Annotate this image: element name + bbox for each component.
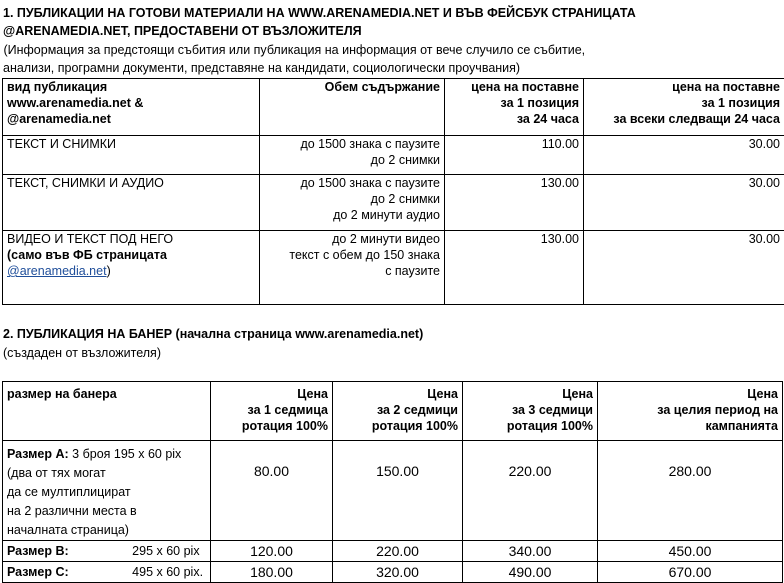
section1-title-line2: @ARENAMEDIA.NET, ПРЕДОСТАВЕНИ ОТ ВЪЗЛОЖИТЕЛЯ: [3, 24, 362, 38]
table-row: [3, 541, 783, 562]
price-cell: [463, 562, 598, 583]
header-text: ротация 100%: [467, 418, 593, 434]
row-type: [3, 136, 260, 175]
volume-text: с паузите: [264, 263, 440, 279]
header-publication-type: [3, 79, 260, 136]
volume-text: до 2 снимки: [264, 191, 440, 207]
size-value: 295 х 60 pix: [132, 544, 199, 558]
row-volume: [260, 136, 445, 175]
size-note: да се мултиплицират: [7, 483, 206, 502]
price-text: 130.00: [541, 176, 579, 190]
row-type: [3, 231, 260, 305]
header-text: www.arenamedia.net &: [7, 95, 255, 111]
table-row: [3, 231, 784, 305]
banner-size-cell: [3, 541, 211, 562]
header-text: за 1 позиция: [588, 95, 780, 111]
price-text: 30.00: [749, 137, 780, 151]
header-text: Обем съдържание: [264, 79, 440, 95]
header-text: Цена: [337, 386, 458, 402]
table-row: [3, 441, 783, 541]
table-row: [3, 175, 784, 231]
volume-text: до 2 минути видео: [264, 231, 440, 247]
price-text: 220.00: [509, 463, 552, 479]
price-cell: [211, 562, 333, 583]
header-text: @arenamedia.net: [7, 111, 255, 127]
volume-text: до 1500 знака с паузите: [264, 175, 440, 191]
size-note: (два от тях могат: [7, 464, 206, 483]
price-cell: [211, 541, 333, 562]
price-text: 180.00: [250, 564, 293, 580]
header-text: ротация 100%: [215, 418, 328, 434]
volume-text: до 2 минути аудио: [264, 207, 440, 223]
volume-text: текст с обем до 150 знака: [264, 247, 440, 263]
header-text: за 2 седмици: [337, 402, 458, 418]
header-price-next: [584, 79, 784, 136]
price-text: 80.00: [254, 463, 289, 479]
row-price-24h: [445, 231, 584, 305]
price-text: 450.00: [669, 543, 712, 559]
type-text: ТЕКСТ И СНИМКИ: [7, 136, 255, 152]
volume-text: до 1500 знака с паузите: [264, 136, 440, 152]
table-header-row: [3, 382, 783, 441]
price-text: 150.00: [376, 463, 419, 479]
header-price-24h: [445, 79, 584, 136]
price-cell: [463, 541, 598, 562]
type-text: ВИДЕО И ТЕКСТ ПОД НЕГО: [7, 231, 255, 247]
volume-text: до 2 снимки: [264, 152, 440, 168]
price-cell: [598, 541, 783, 562]
header-text: вид публикация: [7, 79, 255, 95]
section1-note-line1: (Информация за предстоящи събития или публикация на информация от вече случило се събитие,: [0, 43, 585, 57]
row-price-next: [584, 231, 784, 305]
price-text: 110.00: [542, 137, 579, 151]
header-text: цена на поставне: [449, 79, 579, 95]
header-text: Цена: [215, 386, 328, 402]
size-note: началната страница): [7, 521, 206, 540]
banner-table: [2, 381, 783, 583]
header-text: Цена: [602, 386, 778, 402]
section1-title-line1: 1. ПУБЛИКАЦИИ НА ГОТОВИ МАТЕРИАЛИ НА WWW.ARENAMEDIA.NET И ВЪВ ФЕЙСБУК СТРАНИЦАТА: [3, 6, 636, 20]
row-price-24h: [445, 175, 584, 231]
price-text: 670.00: [669, 564, 712, 580]
header-text: за 3 седмици: [467, 402, 593, 418]
header-text: размер на банера: [7, 387, 117, 401]
size-note: на 2 различни места в: [7, 502, 206, 521]
price-cell: [463, 441, 598, 541]
section1-note-line2: анализи, програмни документи, представяне на кандидати, социологически проучвания): [3, 61, 520, 75]
row-price-24h: [445, 136, 584, 175]
header-text: за 24 часа: [449, 111, 579, 127]
price-cell: [211, 441, 333, 541]
price-text: 30.00: [749, 176, 780, 190]
price-cell: [333, 541, 463, 562]
row-volume: [260, 175, 445, 231]
header-text: ротация 100%: [337, 418, 458, 434]
row-type: [3, 175, 260, 231]
size-label: Размер С:: [7, 565, 69, 579]
size-label: Размер А:: [7, 447, 69, 461]
table-row: [3, 136, 784, 175]
price-text: 340.00: [509, 543, 552, 559]
header-banner-size: [3, 382, 211, 441]
price-text: 490.00: [509, 564, 552, 580]
price-text: 120.00: [250, 543, 293, 559]
header-text: за всеки следващи 24 часа: [588, 111, 780, 127]
facebook-page-link[interactable]: @arenamedia.net: [7, 264, 107, 278]
price-text: 280.00: [669, 463, 712, 479]
type-text: ТЕКСТ, СНИМКИ И АУДИО: [7, 175, 255, 191]
header-3-weeks: [463, 382, 598, 441]
price-text: 30.00: [749, 232, 780, 246]
banner-size-cell: [3, 562, 211, 583]
row-price-next: [584, 175, 784, 231]
table-header-row: [3, 79, 784, 136]
size-value: 3 броя 195 х 60 pix: [69, 447, 182, 461]
price-cell: [333, 562, 463, 583]
section2-note: (създаден от възложителя): [3, 346, 161, 360]
type-text: ): [107, 264, 111, 278]
table-row: [3, 562, 783, 583]
header-text: за 1 седмица: [215, 402, 328, 418]
banner-size-cell: [3, 441, 211, 541]
price-text: 220.00: [376, 543, 419, 559]
header-text: цена на поставне: [588, 79, 780, 95]
price-cell: [333, 441, 463, 541]
header-text: за целия период на: [602, 402, 778, 418]
size-value: 495 х 60 pix.: [132, 565, 203, 579]
row-price-next: [584, 136, 784, 175]
row-volume: [260, 231, 445, 305]
price-cell: [598, 441, 783, 541]
size-label: Размер В:: [7, 544, 69, 558]
header-text: за 1 позиция: [449, 95, 579, 111]
section2-title: 2. ПУБЛИКАЦИЯ НА БАНЕР (начална страница www.arenamedia.net): [3, 327, 423, 341]
header-full-campaign: [598, 382, 783, 441]
header-text: кампанията: [602, 418, 778, 434]
header-text: Цена: [467, 386, 593, 402]
header-2-weeks: [333, 382, 463, 441]
price-text: 130.00: [541, 232, 579, 246]
publications-table: [2, 78, 784, 305]
type-bold-text: (само във ФБ страницата: [7, 247, 255, 263]
price-text: 320.00: [376, 564, 419, 580]
header-volume: [260, 79, 445, 136]
price-cell: [598, 562, 783, 583]
header-1-week: [211, 382, 333, 441]
